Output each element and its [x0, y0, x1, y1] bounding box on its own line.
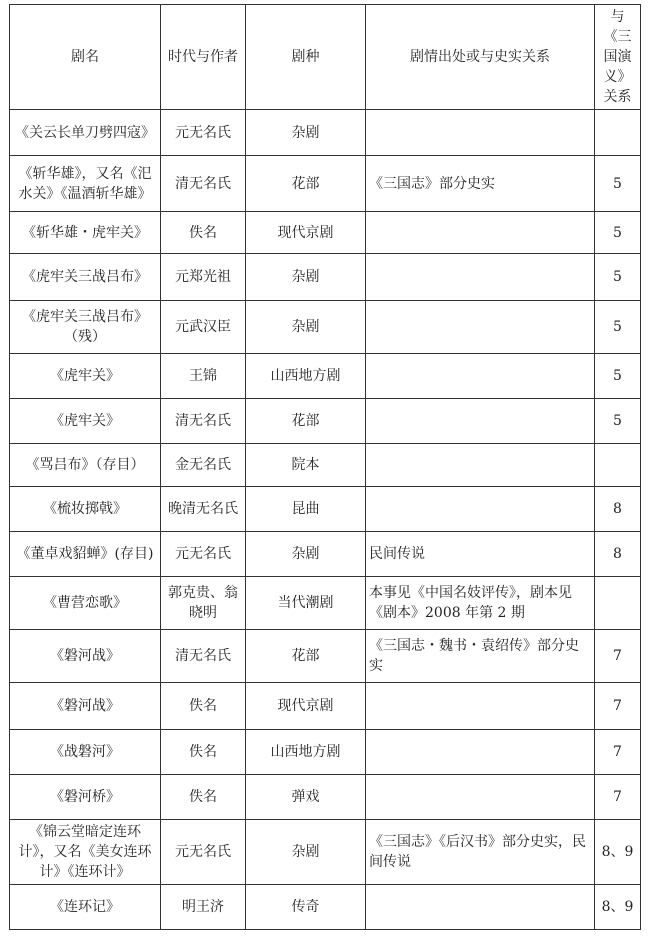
plays-table: [9, 4, 641, 930]
play-genre: 花部: [246, 630, 366, 683]
play-genre: 弹戏: [246, 775, 366, 820]
table-row: [10, 110, 641, 156]
play-title: 《梳妆掷戟》: [10, 487, 161, 532]
table-row: [10, 577, 641, 630]
play-source: [366, 354, 595, 399]
play-genre: 花部: [246, 399, 366, 444]
play-author: 明王济: [161, 885, 246, 930]
header-source: 剧情出处或与史实关系: [366, 5, 595, 110]
play-source: [366, 444, 595, 487]
table-row: [10, 683, 641, 730]
play-author: 郭克贵、翁晓明: [161, 577, 246, 630]
play-author: 元武汉臣: [161, 301, 246, 354]
header-relation: 与《三国演义》关系: [595, 5, 641, 110]
play-source: [366, 110, 595, 156]
play-relation: [595, 110, 641, 156]
play-author: 佚名: [161, 730, 246, 775]
play-source: [366, 254, 595, 301]
play-relation: 5: [595, 354, 641, 399]
play-relation: 5: [595, 156, 641, 212]
play-genre: 杂剧: [246, 110, 366, 156]
play-source: [366, 775, 595, 820]
play-relation: 7: [595, 683, 641, 730]
table-row: [10, 301, 641, 354]
play-genre: 杂剧: [246, 301, 366, 354]
play-title: 《斩华雄》，又名《汜水关》《温酒斩华雄》: [10, 156, 161, 212]
play-genre: 山西地方剧: [246, 354, 366, 399]
play-genre: 杂剧: [246, 532, 366, 577]
play-author: 元无名氏: [161, 820, 246, 885]
table-row: [10, 156, 641, 212]
table-row: [10, 444, 641, 487]
play-source: 《三国志》部分史实: [366, 156, 595, 212]
table-body: [10, 110, 641, 930]
play-genre: 昆曲: [246, 487, 366, 532]
play-author: 元无名氏: [161, 532, 246, 577]
play-author: 清无名氏: [161, 630, 246, 683]
play-relation: 8、9: [595, 820, 641, 885]
play-genre: 传奇: [246, 885, 366, 930]
header-title: 剧名: [10, 5, 161, 110]
play-relation: [595, 444, 641, 487]
play-genre: 现代京剧: [246, 683, 366, 730]
play-author: 佚名: [161, 775, 246, 820]
play-relation: 8、9: [595, 885, 641, 930]
play-author: 元无名氏: [161, 110, 246, 156]
table-row: [10, 775, 641, 820]
table-row: [10, 487, 641, 532]
play-title: 《虎牢关三战吕布》: [10, 254, 161, 301]
play-relation: 7: [595, 775, 641, 820]
play-author: 清无名氏: [161, 156, 246, 212]
table-row: [10, 630, 641, 683]
play-title: 《虎牢关》: [10, 399, 161, 444]
play-title: 《虎牢关》: [10, 354, 161, 399]
play-author: 清无名氏: [161, 399, 246, 444]
play-source: 《三国志》《后汉书》部分史实，民间传说: [366, 820, 595, 885]
table-row: [10, 532, 641, 577]
play-relation: 5: [595, 399, 641, 444]
play-relation: 5: [595, 301, 641, 354]
play-relation: 8: [595, 487, 641, 532]
play-source: 《三国志・魏书・袁绍传》部分史实: [366, 630, 595, 683]
play-author: 元郑光祖: [161, 254, 246, 301]
table-row: [10, 820, 641, 885]
play-author: 佚名: [161, 212, 246, 254]
table-row: [10, 212, 641, 254]
header-genre: 剧种: [246, 5, 366, 110]
play-source: [366, 301, 595, 354]
play-title: 《磐河桥》: [10, 775, 161, 820]
play-title: 《锦云堂暗定连环计》，又名《美女连环计》《连环计》: [10, 820, 161, 885]
play-genre: 杂剧: [246, 820, 366, 885]
play-source: [366, 683, 595, 730]
play-genre: 杂剧: [246, 254, 366, 301]
play-title: 《战磐河》: [10, 730, 161, 775]
header-author: 时代与作者: [161, 5, 246, 110]
play-relation: 8: [595, 532, 641, 577]
play-title: 《斩华雄・虎牢关》: [10, 212, 161, 254]
play-title: 《磐河战》: [10, 630, 161, 683]
header-row: [10, 5, 641, 110]
play-relation: 5: [595, 254, 641, 301]
play-relation: 5: [595, 212, 641, 254]
table-row: [10, 399, 641, 444]
play-source: [366, 730, 595, 775]
play-source: [366, 399, 595, 444]
play-author: 晚清无名氏: [161, 487, 246, 532]
play-genre: 现代京剧: [246, 212, 366, 254]
play-author: 佚名: [161, 683, 246, 730]
play-source: [366, 212, 595, 254]
play-title: 《虎牢关三战吕布》（残）: [10, 301, 161, 354]
play-title: 《董卓戏貂蝉》(存目): [10, 532, 161, 577]
play-title: 《连环记》: [10, 885, 161, 930]
table-row: [10, 254, 641, 301]
play-title: 《关云长单刀劈四寇》: [10, 110, 161, 156]
table-row: [10, 730, 641, 775]
play-source: 民间传说: [366, 532, 595, 577]
play-author: 王锦: [161, 354, 246, 399]
play-relation: 7: [595, 730, 641, 775]
play-relation: [595, 577, 641, 630]
play-title: 《磐河战》: [10, 683, 161, 730]
play-source: 本事见《中国名妓评传》，剧本见《剧本》2008 年第 2 期: [366, 577, 595, 630]
table-row: [10, 885, 641, 930]
play-genre: 山西地方剧: [246, 730, 366, 775]
table-row: [10, 354, 641, 399]
play-source: [366, 487, 595, 532]
play-author: 金无名氏: [161, 444, 246, 487]
play-source: [366, 885, 595, 930]
play-title: 《曹营恋歌》: [10, 577, 161, 630]
play-genre: 当代潮剧: [246, 577, 366, 630]
play-genre: 院本: [246, 444, 366, 487]
play-title: 《骂吕布》（存目）: [10, 444, 161, 487]
play-relation: 7: [595, 630, 641, 683]
play-genre: 花部: [246, 156, 366, 212]
